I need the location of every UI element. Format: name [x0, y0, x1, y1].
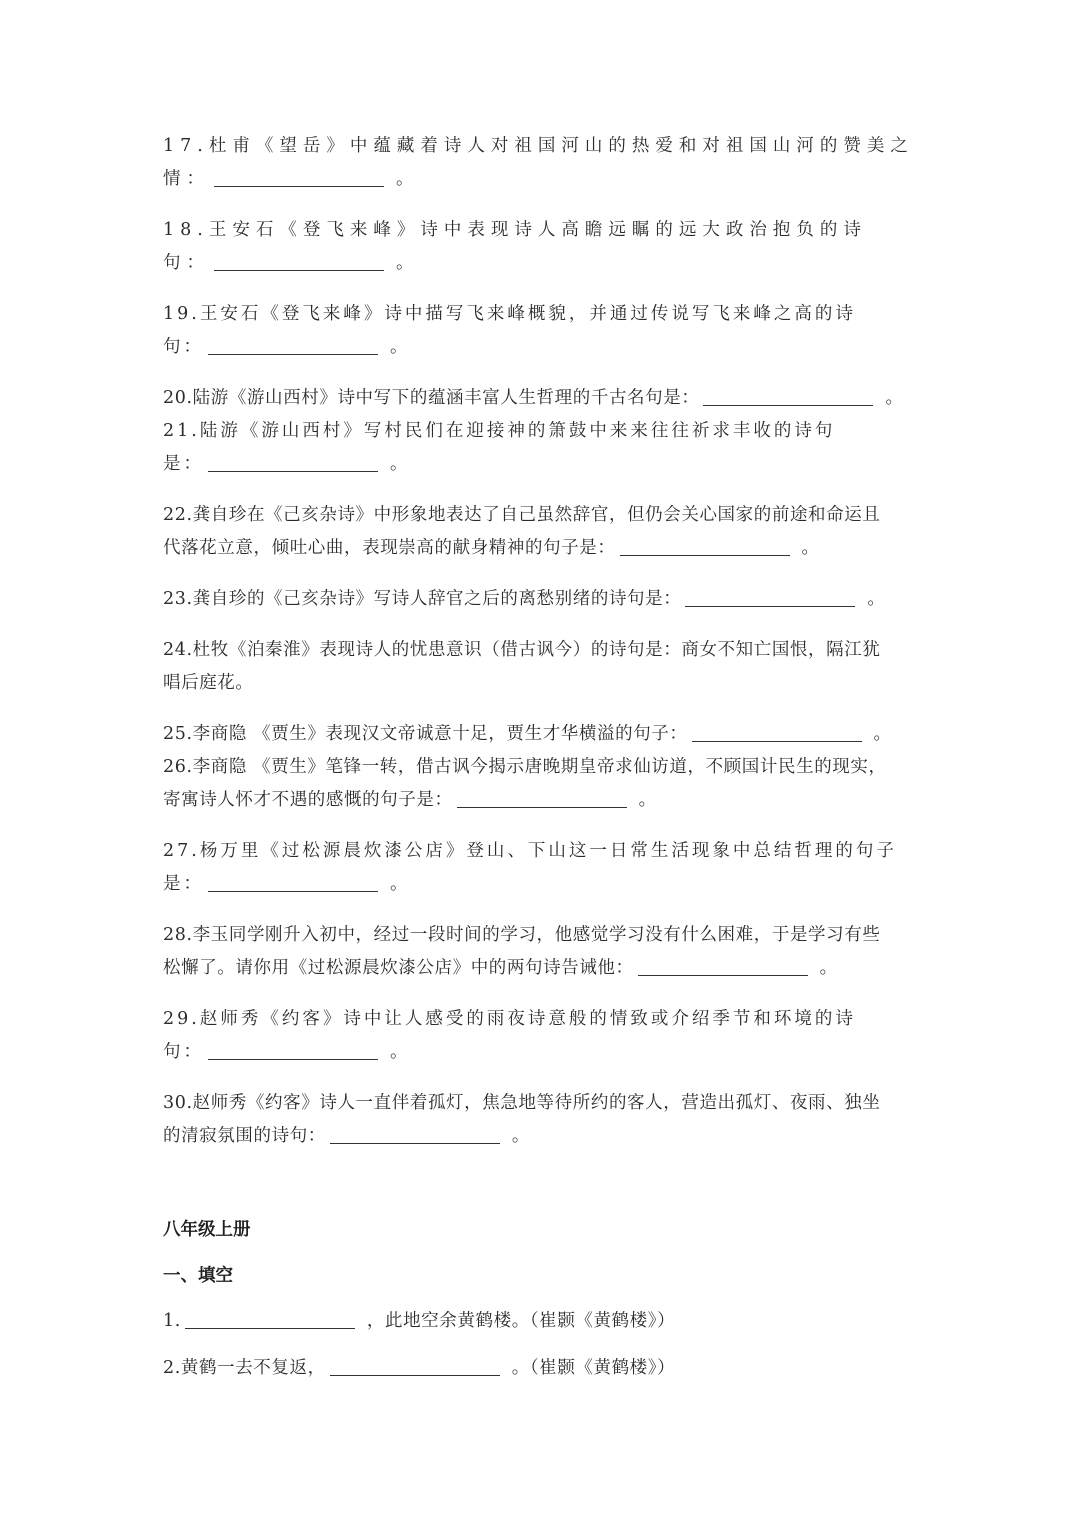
question-text-cont: 是：	[163, 874, 204, 894]
question-number: 18.	[163, 220, 209, 240]
question-text-cont: 。（崔颢《黄鹤楼》）	[511, 1358, 676, 1378]
answer-blank[interactable]	[214, 168, 384, 187]
period: 。	[396, 169, 420, 189]
question-29	[163, 1003, 919, 1069]
fill-item-2	[163, 1352, 919, 1385]
question-text: 杨万里《过松源晨炊漆公店》登山、下山这一日常生活现象中总结哲理的句子	[199, 841, 897, 861]
answer-blank[interactable]	[692, 723, 862, 742]
answer-blank[interactable]	[685, 588, 855, 607]
answer-blank[interactable]	[208, 1041, 378, 1060]
question-text-cont: 的清寂氛围的诗句：	[163, 1126, 326, 1146]
question-text: 王安石《登飞来峰》诗中描写飞来峰概貌，并通过传说写飞来峰之高的诗	[199, 304, 856, 324]
question-number: 29.	[163, 1009, 200, 1029]
period: 。	[390, 1042, 411, 1062]
question-text-cont: 松懈了。请你用《过松源晨炊漆公店》中的两句诗告诫他：	[163, 958, 634, 978]
answer-blank[interactable]	[208, 336, 378, 355]
question-text: 赵师秀《约客》诗中让人感受的雨夜诗意般的情致或介绍季节和环境的诗	[199, 1009, 856, 1029]
period: 。	[390, 337, 411, 357]
question-text: 李商隐 《贾生》表现汉文帝诚意十足，贾生才华横溢的句子：	[192, 724, 688, 744]
question-text-cont: 是：	[163, 454, 204, 474]
question-18	[163, 214, 919, 280]
question-number: 21.	[163, 421, 200, 441]
question-text: 王安石《登飞来峰》诗中表现诗人高瞻远瞩的远大政治抱负的诗	[208, 220, 867, 240]
period: 。	[885, 388, 904, 408]
answer-blank[interactable]	[457, 789, 627, 808]
answer-blank[interactable]	[330, 1125, 500, 1144]
question-21	[163, 415, 919, 481]
answer-blank[interactable]	[330, 1357, 500, 1376]
question-text-cont: 句：	[163, 1042, 204, 1062]
question-number: 22.	[163, 505, 193, 525]
answer-blank[interactable]	[185, 1310, 355, 1329]
question-text: 龚自珍在《己亥杂诗》中形象地表达了自己虽然辞官，但仍会关心国家的前途和命运且	[192, 505, 881, 525]
period: 。	[801, 538, 820, 558]
question-27	[163, 835, 919, 901]
question-number: 20.	[163, 388, 193, 408]
fill-item-1	[163, 1305, 919, 1338]
question-number: 28.	[163, 925, 193, 945]
question-number: 23.	[163, 589, 193, 609]
question-text-cont: 代落花立意，倾吐心曲，表现崇高的献身精神的句子是：	[163, 538, 616, 558]
period: 。	[390, 454, 411, 474]
period: 。	[873, 724, 892, 744]
answer-blank[interactable]	[208, 873, 378, 892]
question-text-cont: 句：	[163, 253, 210, 273]
question-17	[163, 130, 919, 196]
answer-blank[interactable]	[638, 957, 808, 976]
question-24	[163, 634, 919, 700]
question-number: 30.	[163, 1093, 193, 1113]
answer-blank[interactable]	[620, 537, 790, 556]
question-text: 李玉同学刚升入初中，经过一段时间的学习，他感觉学习没有什么困难，于是学习有些	[192, 925, 881, 945]
grade-title: 八年级上册	[163, 1220, 251, 1240]
question-23	[163, 583, 919, 616]
question-number: 17.	[163, 136, 209, 156]
period: 。	[396, 253, 420, 273]
question-number: 25.	[163, 724, 193, 744]
question-25	[163, 718, 919, 751]
question-30	[163, 1087, 919, 1153]
part-title: 一、填空	[163, 1266, 233, 1286]
answer-blank[interactable]	[208, 453, 378, 472]
question-28	[163, 919, 919, 985]
question-22	[163, 499, 919, 565]
worksheet-page	[163, 130, 919, 1385]
question-text: 黄鹤一去不复返，	[180, 1358, 326, 1378]
question-text: ，此地空余黄鹤楼。（崔颢《黄鹤楼》）	[366, 1311, 676, 1331]
question-number: 19.	[163, 304, 200, 324]
question-number: 26.	[163, 757, 193, 777]
period: 。	[867, 589, 886, 609]
question-text: 李商隐 《贾生》笔锋一转，借古讽今揭示唐晚期皇帝求仙访道，不顾国计民生的现实，	[192, 757, 887, 777]
question-number: 1.	[163, 1311, 181, 1331]
question-text-cont: 句：	[163, 337, 204, 357]
period: 。	[638, 790, 657, 810]
question-text-cont: 寄寓诗人怀才不遇的感慨的句子是：	[163, 790, 453, 810]
question-text: 赵师秀《约客》诗人一直伴着孤灯，焦急地等待所约的客人，营造出孤灯、夜雨、独坐	[192, 1093, 881, 1113]
question-text: 杜甫《望岳》中蕴藏着诗人对祖国河山的热爱和对祖国山河的赞美之	[208, 136, 914, 156]
question-text-cont: 唱后庭花。	[163, 673, 254, 693]
question-text: 杜牧《泊秦淮》表现诗人的忧患意识（借古讽今）的诗句是：商女不知亡国恨，隔江犹	[192, 640, 881, 660]
question-26	[163, 751, 919, 817]
period: 。	[819, 958, 838, 978]
question-text: 龚自珍的《己亥杂诗》写诗人辞官之后的离愁别绪的诗句是：	[192, 589, 682, 609]
answer-blank[interactable]	[214, 252, 384, 271]
question-number: 27.	[163, 841, 200, 861]
question-text: 陆游《游山西村》写村民们在迎接神的箫鼓中来来往往祈求丰收的诗句	[199, 421, 836, 441]
question-number: 24.	[163, 640, 193, 660]
period: 。	[390, 874, 411, 894]
answer-blank[interactable]	[703, 387, 873, 406]
period: 。	[511, 1126, 531, 1146]
question-19	[163, 298, 919, 364]
question-text-cont: 情：	[163, 169, 210, 189]
question-text: 陆游《游山西村》诗中写下的蕴涵丰富人生哲理的千古名句是：	[192, 388, 700, 408]
question-20	[163, 382, 919, 415]
question-number: 2.	[163, 1358, 181, 1378]
